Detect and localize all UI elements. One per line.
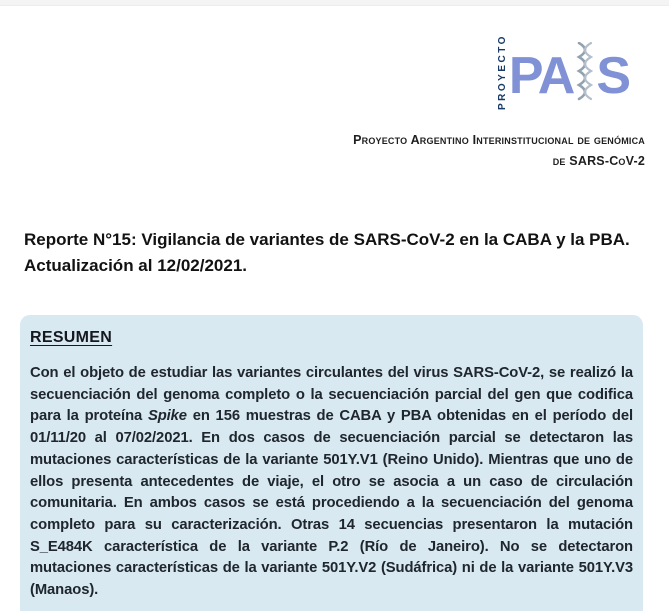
institution-header (120, 130, 645, 172)
resumen-heading: RESUMEN (30, 329, 113, 346)
proyecto-pais-logo (496, 34, 629, 111)
report-title-line1: Reporte N°15: Vigilancia de variantes de SARS-CoV-2 en la CABA y la PBA. (24, 230, 630, 249)
report-title (24, 227, 653, 279)
logo-text-pa: PA (508, 46, 574, 105)
resumen-box (20, 315, 643, 611)
institution-name-line1: Proyecto Argentino Interinstitucional de genómica (353, 133, 645, 147)
institution-name-line2: de SARS-CoV-2 (552, 154, 645, 168)
report-title-line2: Actualización al 12/02/2021. (24, 256, 248, 275)
logo-text-s: S (596, 46, 629, 105)
resumen-body-paragraph: Con el objeto de estudiar las variantes circulantes del virus SARS-CoV-2, se realizó la secuenciación del genoma completo o la secuenciación parcial del gen que codifica para la proteína Spike en 156 muestras de CABA y PBA obtenidas en el período del 01/11/20 al 07/02/2021. En dos casos de secuenciación parcial se detectaron las mutaciones características de la variante 501Y.V1 (Reino Unido). Mientras que uno de ellos presenta antecedentes de viaje, el otro se asocia a un caso de circulación comunitaria. En ambos casos se está procediendo a la secuenciación del genoma completo para su caracterización. Otras 14 secuencias presentaron la mutación S_E484K característica de la variante P.2 (Río de Janeiro). No se detectaron mutaciones características de la variante 501Y.V2 (Sudáfrica) ni de la variante 501Y.V3 (Manaos). (30, 365, 634, 599)
dna-helix-icon (575, 42, 595, 110)
logo-vertical-text: PROYECTO (496, 34, 508, 111)
logo-main-text (509, 42, 629, 110)
page-top-edge (0, 0, 669, 6)
